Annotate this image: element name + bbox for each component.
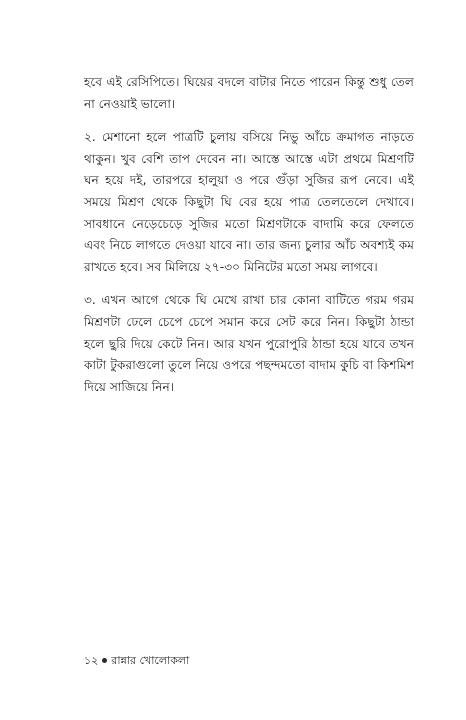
bullet-separator-icon: [102, 658, 107, 663]
page-footer: [84, 654, 189, 668]
paragraph-step-2: ২. মেশানো হলে পাত্রটি চুলায় বসিয়ে নিভু আঁচে ক্রমাগত নাড়তে থাকুন। খুব বেশি তাপ দেবেন না। আস্তে আস্তে এটা প্রথমে মিশ্রণটি ঘন হয়ে দই, তারপরে হালুয়া ও পরে গুঁড়া সুজির রূপ নেবে। এই সময়ে মিশ্রণ থেকে কিছুটা ঘি বের হয়ে পাত্র তেলতেলে দেখাবে। সাবধানে নেড়েচেড়ে সুজির মতো মিশ্রণটাকে বাদামি করে ফেলতে এবং নিচে লাগতে দেওয়া যাবে না। তার জন্য চুলার আঁচ অবশ্যই কম রাখতে হবে। সব মিলিয়ে ২৭-৩০ মিনিটের মতো সময় লাগবে।: [84, 130, 414, 274]
body-text: [84, 72, 414, 410]
paragraph-step-3: ৩. এখন আগে থেকে ঘি মেখে রাখা চার কোনা বাটিতে গরম গরম মিশ্রণটা ঢেলে চেপে চেপে সমান করে সেট করে নিন। কিছুটা ঠান্ডা হলে ছুরি দিয়ে কেটে নিন। আর যখন পুরোপুরি ঠান্ডা হয়ে যাবে তখন কাটা টুকরাগুলো তুলে নিয়ে ওপরে পছন্দমতো বাদাম কুচি বা কিশমিশ দিয়ে সাজিয়ে নিন।: [84, 293, 414, 394]
page-number: ১২: [84, 654, 99, 667]
running-title: রান্নার খোলোকলা: [111, 654, 190, 667]
paragraph-continuation: হবে এই রেসিপিতে। ঘিয়ের বদলে বাটার নিতে পারেন কিন্তু শুধু তেল না নেওয়াই ভালো।: [84, 75, 414, 111]
